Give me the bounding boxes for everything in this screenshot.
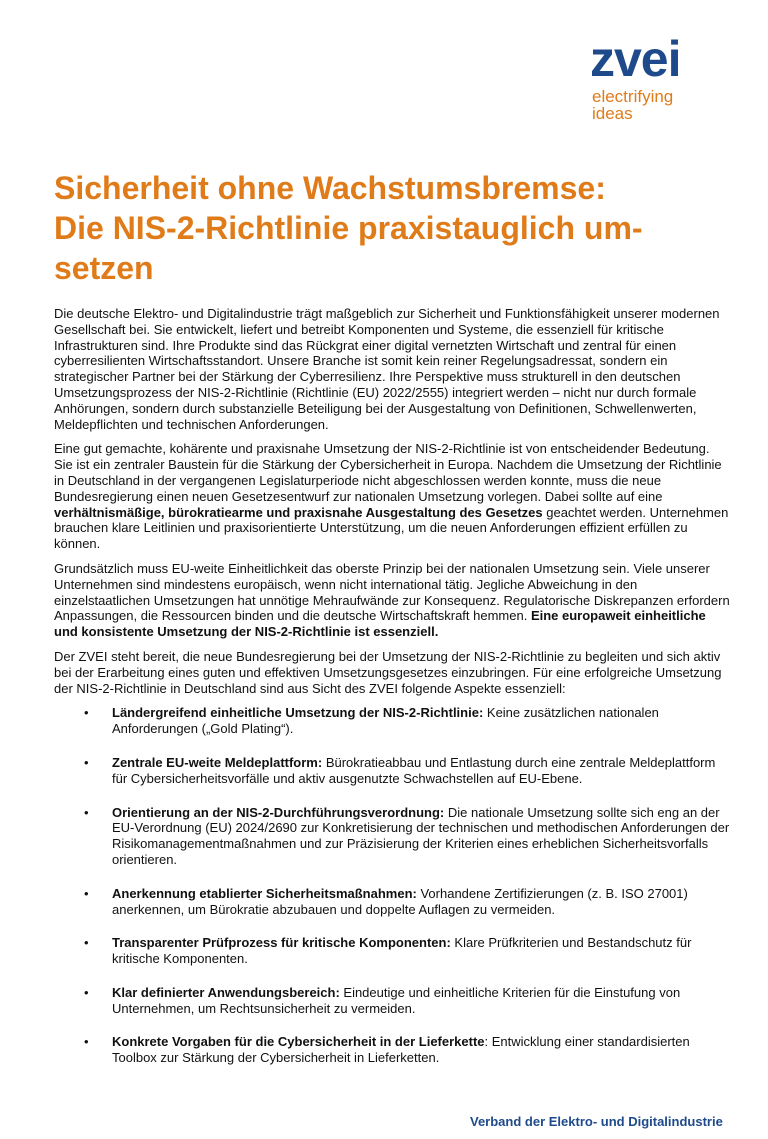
aspect-heading: Zentrale EU-weite Meldeplattform:	[112, 754, 323, 770]
aspect-text: Eindeutige und einheitliche Kriterien für die Einstufung von Unternehmen, um Rechtsunsicherheit zu vermeiden.	[112, 984, 681, 1016]
title-line-3: setzen	[54, 250, 154, 286]
bullet-icon: •	[84, 935, 89, 951]
list-item	[54, 935, 730, 967]
logo-word: zvei	[590, 31, 681, 87]
bullet-icon: •	[84, 984, 89, 1000]
bullet-icon: •	[84, 705, 89, 721]
title-line-2: Die NIS-2-Richtlinie praxistauglich um-	[54, 210, 643, 246]
aspect-text: Bürokratieabbau und Entlastung durch eine zentrale Meldeplattform für Cybersicherheitsvorfälle und aktiv ausgenutzte Schwachstellen auf EU-Ebene.	[112, 754, 716, 786]
aspect-heading: Konkrete Vorgaben für die Cybersicherheit in der Lieferkette	[112, 1034, 485, 1050]
logo-tagline-line2: ideas	[592, 104, 633, 123]
list-item	[54, 705, 730, 737]
aspect-text: Keine zusätzlichen nationalen Anforderungen („Gold Plating“).	[112, 705, 659, 737]
paragraph-eu-harmonization	[54, 561, 730, 640]
title-line-1: Sicherheit ohne Wachstumsbremse:	[54, 170, 606, 206]
aspect-text: Vorhandene Zertifizierungen (z. B. ISO 27001) anerkennen, um Bürokratie abzubauen und doppelte Auflagen zu vermeiden.	[112, 885, 688, 917]
paragraph-text: Grundsätzlich muss EU-weite Einheitlichkeit das oberste Prinzip bei der nationalen Umsetzung sein. Viele unserer Unternehmen sind mindestens europäisch, wenn nicht international tätig. Jegliche Abweichung in den einzelstaatlichen Umsetzungen hat unnötige Mehraufwände zur Konsequenz. Regulatorische Diskrepanzen erfordern Anpassungen, die Ressourcen binden und die deutsche Wirtschaftskraft hemmen.	[54, 560, 730, 624]
zvei-logo	[590, 31, 750, 123]
aspect-text: Die nationale Umsetzung sollte sich eng an der EU-Verordnung (EU) 2024/2690 zur Konkretisierung der technischen und methodischen Anforderungen der Risikomanagementmaßnahmen und zur Präzisierung der Kriterien eines erheblichen Sicherheitsvorfalls orientieren.	[112, 804, 730, 867]
paragraph-emphasis: verhältnismäßige, bürokratiearme und praxisnahe Ausgestaltung des Gesetzes	[54, 504, 543, 520]
paragraph-implementation	[54, 441, 730, 552]
list-item	[54, 985, 730, 1017]
aspect-heading: Transparenter Prüfprozess für kritische Komponenten:	[112, 935, 451, 951]
aspect-heading: Anerkennung etablierter Sicherheitsmaßnahmen:	[112, 885, 417, 901]
bullet-icon: •	[84, 804, 89, 820]
paragraph-intro: Die deutsche Elektro- und Digitalindustrie trägt maßgeblich zur Sicherheit und Funktionsfähigkeit unserer modernen Gesellschaft bei. Sie entwickelt, liefert und betreibt Komponenten und Systeme, die essenziell für kritische Infrastrukturen sind. Ihre Produkte sind das Rückgrat einer digital vernetzten Wirtschaft und zentral für einen cyberresilienten Wirtschaftsstandort. Unsere Branche ist somit kein reiner Regelungsadressat, sondern ein strategischer Partner bei der Stärkung der Cyberresilienz. Ihre Perspektive muss strukturell in den deutschen Umsetzungsprozess der NIS-2-Richtlinie (Richtlinie (EU) 2022/2555) integriert werden – nicht nur durch formale Anhörungen, sondern durch substanzielle Beteiligung bei der Ausgestaltung von Definitionen, Schwellenwerten, Meldepflichten und technischen Anforderungen.	[54, 306, 720, 432]
list-item	[54, 886, 730, 918]
aspect-heading: Orientierung an der NIS-2-Durchführungsverordnung:	[112, 804, 445, 820]
bullet-icon: •	[84, 885, 89, 901]
aspects-list	[54, 705, 730, 1066]
bullet-icon: •	[84, 754, 89, 770]
aspect-heading: Klar definierter Anwendungsbereich:	[112, 984, 340, 1000]
document-body	[54, 306, 730, 1084]
aspect-heading: Ländergreifend einheitliche Umsetzung der NIS-2-Richtlinie:	[112, 705, 484, 721]
paragraph-text: geachtet werden. Unternehmen brauchen klare Leitlinien und praxisorientierte Unterstützung, um die neuen Anforderungen effizient erfüllen zu können.	[54, 504, 729, 552]
logo-tagline-line1: electrifying	[592, 87, 674, 106]
paragraph-text: Eine gut gemachte, kohärente und praxisnahe Umsetzung der NIS-2-Richtlinie ist von entscheidender Bedeutung. Sie ist ein zentraler Baustein für die Stärkung der Cybersicherheit in Europa. Nachdem die Umsetzung der Richtlinie in Deutschland in der vergangenen Legislaturperiode nicht abgeschlossen werden konnte, muss die neue Bundesregierung einen neuen Gesetzesentwurf zur nationalen Umsetzung vorlegen. Dabei sollte auf eine	[54, 441, 722, 504]
aspect-text: : Entwicklung einer standardisierten Toolbox zur Stärkung der Cybersicherheit in Lieferketten.	[112, 1034, 690, 1066]
paragraph-zvei-position: Der ZVEI steht bereit, die neue Bundesregierung bei der Umsetzung der NIS-2-Richtlinie zu begleiten und sich aktiv bei der Erarbeitung eines guten und effektiven Umsetzungsgesetzes einzubringen. Für eine erfolgreiche Umsetzung der NIS-2-Richtlinie in Deutschland sind aus Sicht des ZVEI folgende Aspekte essenziell:	[54, 648, 722, 696]
list-item	[54, 755, 730, 787]
bullet-icon: •	[84, 1034, 89, 1050]
list-item	[54, 1034, 730, 1066]
aspect-text: Klare Prüfkriterien und Bestandschutz für kritische Komponenten.	[112, 935, 692, 967]
page-title	[54, 168, 734, 288]
list-item	[54, 805, 730, 868]
paragraph-emphasis: Eine europaweit einheitliche und konsistente Umsetzung der NIS-2-Richtlinie ist essenziell.	[54, 608, 706, 640]
footer-organization: Verband der Elektro- und Digitalindustrie	[470, 1114, 723, 1129]
